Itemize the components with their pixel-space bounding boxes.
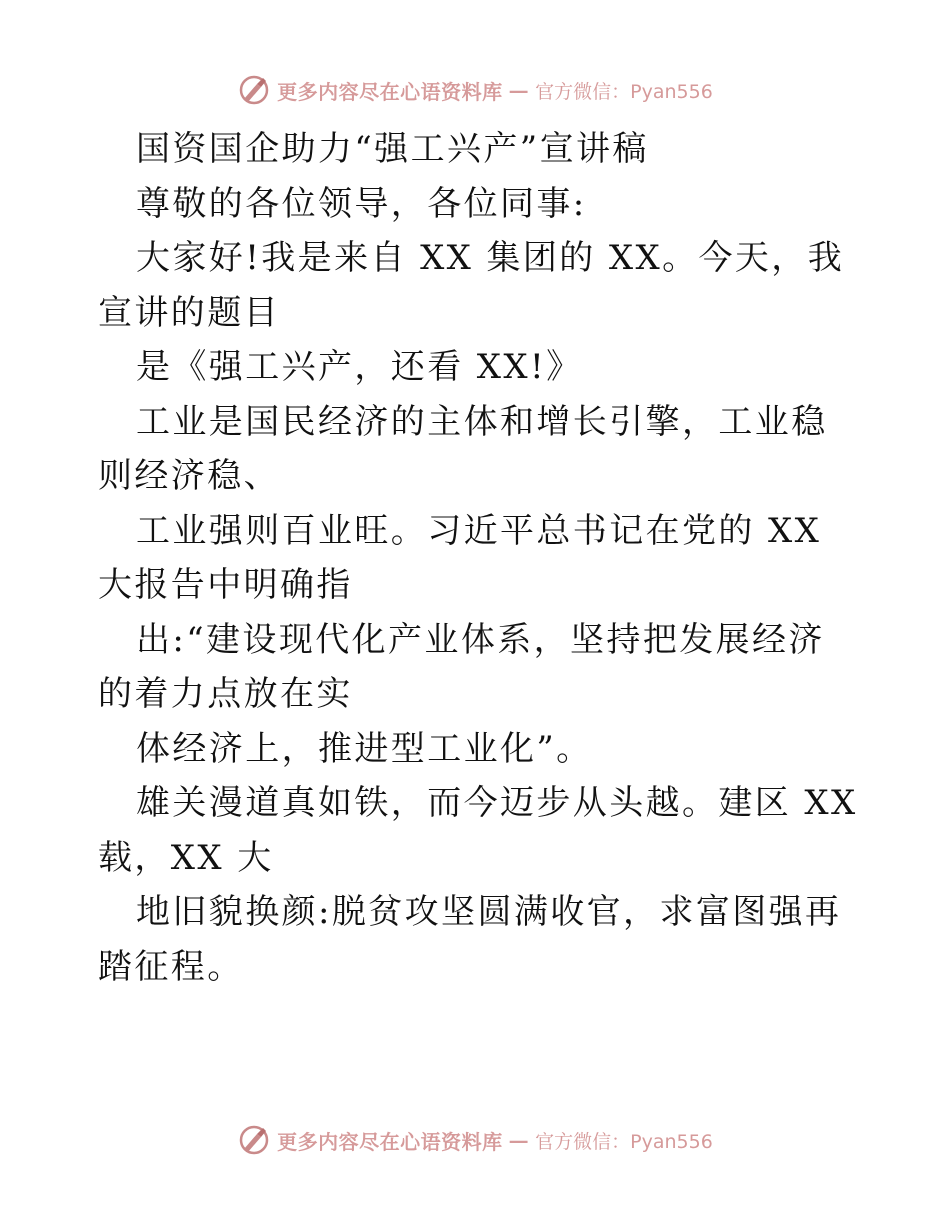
footer-watermark [0,1122,950,1158]
document-title: 国资国企助力“强工兴产”宣讲稿 [136,129,649,169]
body-paragraph: 大家好!我是来自 XX 集团的 XX。今天，我宣讲的题目 [98,238,845,333]
watermark-contact: 官方微信：Pyan556 [535,80,713,103]
watermark-text: 更多内容尽在心语资料库 [277,1129,503,1154]
salutation: 尊敬的各位领导，各位同事: [136,183,587,224]
watermark-text: 更多内容尽在心语资料库 [277,79,503,104]
body-paragraph: 雄关漫道真如铁，而今迈步从头越。建区 XX 载，XX 大 [98,783,858,878]
pen-logo-icon [237,73,271,107]
header-watermark [0,72,950,108]
body-paragraph: 工业强则百业旺。习近平总书记在党的 XX 大报告中明确指 [98,510,822,605]
body-paragraph: 工业是国民经济的主体和增长引擎，工业稳则经济稳、 [98,401,828,496]
watermark-dash: — [508,1128,530,1152]
document-body [98,122,858,994]
body-paragraph: 出:“建设现代化产业体系，坚持把发展经济的着力点放在实 [98,619,825,714]
watermark-dash: — [508,78,530,102]
body-paragraph: 体经济上，推进型工业化”。 [136,728,593,769]
body-paragraph: 地旧貌换颜:脱贫攻坚圆满收官，求富图强再踏征程。 [98,892,842,987]
body-paragraph: 是《强工兴产，还看 XX!》 [136,347,583,387]
watermark-contact: 官方微信：Pyan556 [535,1130,713,1153]
pen-logo-icon [237,1123,271,1157]
